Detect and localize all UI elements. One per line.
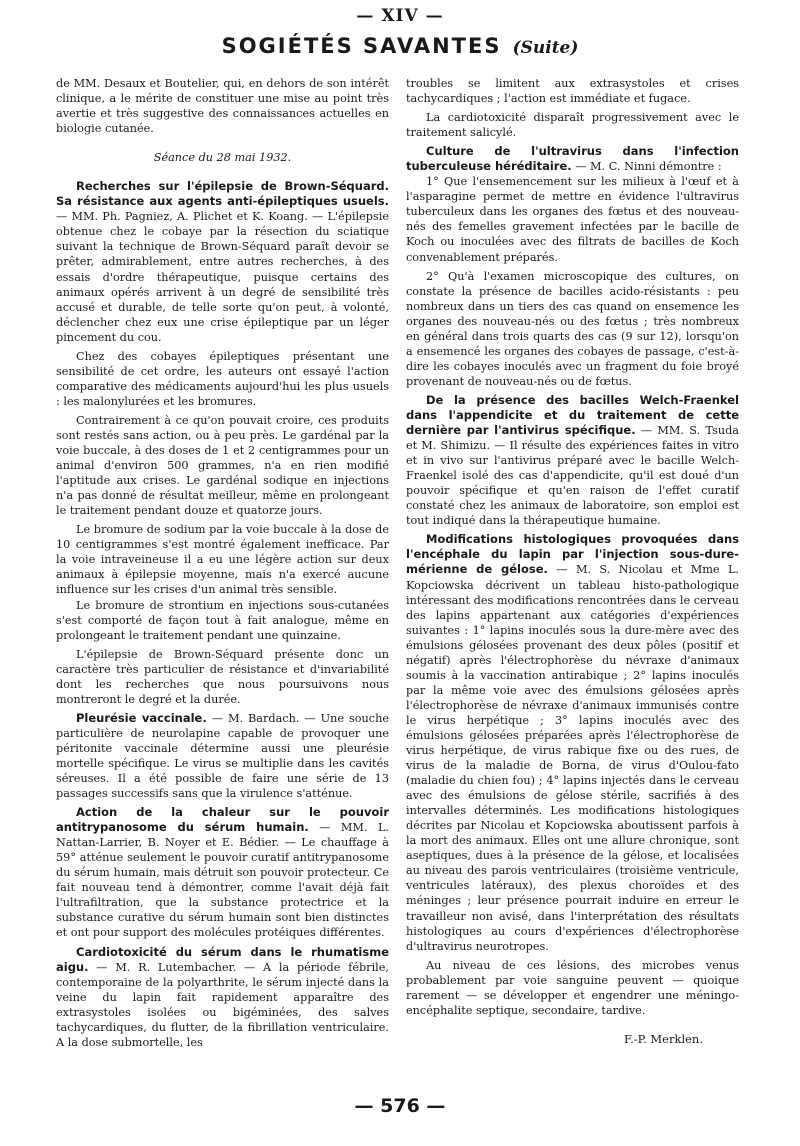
article-text: — M. S. Nicolau et Mme L. Kopciowska décrivent un tableau histo-pathologique intéressant des modifications rencontrées dans le cerveau des lapins appartenant aux catégories d'expériences suivantes : 1° lapins inoculés sous la dure-mère avec des émulsions gélosées provenant des deux pôles (positif et négatif) après l'électrophorèse du névraxe d'animaux soumis à la vaccination antirabique ; 2° lapins inoculés par la même voie avec des émulsions gélosées après l'électrophorèse de névraxe d'animaux immunisés contre le virus herpétique ; 3° lapins inoculés avec des émulsions gélosées préparées après l'électrophorèse de virus herpétique, de virus rabique fixe ou des rues, de virus de la maladie de Borna, de virus d'Oulou-fato (maladie du chien fou) ; 4° lapins injectés dans le cerveau avec des émulsions de gélose stérile, sacrifiés à des intervalles déterminés. Les modifications histologiques décrites par Nicolau et Kopciowska aboutissent parfois à la mort des animaux. Elles ont une allure chronique, sont aseptiques, dues à la présence de la gélose, et localisées au niveau des parois ventriculaires (troisième ventricule, ventricules latéraux), des plexus choroïdes et des méninges ; leur présence pourrait induire en erreur le travailleur non avisé, dans l'interprétation des résultats histologiques au cours d'expériences d'électrophorèse d'ultravirus neurotropes. xyxy=(406,563,739,953)
article xyxy=(406,144,739,174)
article-text: — MM. Ph. Pagniez, A. Plichet et K. Koang. — L'épilepsie obtenue chez le cobaye par la résection du sciatique suivant la technique de Brown-Séquard paraît devoir se prêter, admirablement, entre autres recherches, à des essais d'ordre thérapeutique, puisque certains des animaux opérés arrivent à un degré de sensibilité très accusé et durable, de telle sorte qu'on peut, à volonté, déclencher chez eux une crise épileptique par un léger pincement du cou. xyxy=(56,210,389,344)
article-text: — MM. L. Nattan-Larrier, B. Noyer et E. Bédier. — Le chauffage à 59° atténue seulement le pouvoir curatif antitrypanosome du sérum humain, mais détruit son pouvoir protecteur. Ce fait nouveau tend à démontrer, comme l'avait déjà fait l'ultrafiltration, que la substance protectrice et la substance curative du sérum humain sont bien distinctes et ont pour support des molécules protéiques différentes. xyxy=(56,821,389,940)
right-column xyxy=(406,76,739,1047)
paragraph: L'épilepsie de Brown-Séquard présente donc un caractère très particulier de résistance et d'invariabilité dont les recherches que nous poursuivons nous montreront le degré et la durée. xyxy=(56,647,389,706)
article-heading: Cardiotoxicité du sérum dans le rhumatisme aigu. xyxy=(56,944,389,974)
article xyxy=(56,179,389,345)
page-header xyxy=(0,34,800,58)
article-text: — M. R. Lutembacher. — A la période fébrile, contemporaine de la polyarthrite, le sérum injecté dans la veine du lapin fait rapidement apparaître des extrasystoles isolées ou bigéminées, des salves tachycardiques, du flutter, de la fibrillation ventriculaire. A la dose submortelle, les xyxy=(56,960,389,1049)
section-title-suite: (Suite) xyxy=(512,38,579,58)
paragraph: Au niveau de ces lésions, des microbes venus probablement par voie sanguine peuvent — quoique rarement — se développer et engendrer une méningo-encéphalite septique, secondaire, tardive. xyxy=(406,958,739,1017)
article-heading: Pleurésie vaccinale. xyxy=(76,710,207,725)
page-number: — 576 — xyxy=(354,1095,446,1117)
article-text: — M. C. Ninni démontre : xyxy=(571,160,722,174)
header-roman-page-number: — XIV — xyxy=(356,6,444,26)
article-text: — M. Bardach. — Une souche particulière de neurolapine capable de provoquer une péritonite vaccinale détermine aussi une pleurésie mortelle spécifique. Le virus se multiplie dans les cavités séreuses. Il a été possible de faire une série de 13 passages successifs sans que la virulence s'atténue. xyxy=(56,711,389,801)
article-heading: Culture de l'ultravirus dans l'infection tuberculeuse héréditaire. xyxy=(406,144,739,174)
paragraph: La cardiotoxicité disparaît progressivement avec le traitement salicylé. xyxy=(406,111,739,140)
session-date: Séance du 28 mai 1932. xyxy=(153,151,292,165)
paragraph: Contrairement à ce qu'on pouvait croire, ces produits sont restés sans action, ou à peu près. Le gardénal par la voie buccale, à des doses de 1 et 2 centigrammes pour un animal d'environ 500 grammes, n'a en rien modifié l'aptitude aux crises. Le gardénal sodique en injections n'a pas donné de résultat meilleur, même en prolongeant le traitement pendant douze et quatorze jours. xyxy=(56,413,389,518)
paragraph: troubles se limitent aux extrasystoles et crises tachycardiques ; l'action est immédiate et fugace. xyxy=(406,77,739,106)
article xyxy=(56,711,389,801)
article-heading: Recherches sur l'épilepsie de Brown-Séquard. Sa résistance aux agents anti-épileptiques usuels. xyxy=(56,179,389,209)
paragraph: Chez des cobayes épileptiques présentant une sensibilité de cet ordre, les auteurs ont essayé l'action comparative des médicaments aujourd'hui les plus usuels : les malonylurées et les bromures. xyxy=(56,349,389,408)
article xyxy=(56,805,389,940)
article xyxy=(406,532,739,953)
section-title: SOGIÉTÉS SAVANTES xyxy=(221,34,502,58)
author-signature: F.-P. Merklen. xyxy=(623,1031,703,1046)
paragraph: 1° Que l'ensemencement sur les milieux à l'œuf et à l'asparagine permet de mettre en évidence l'ultravirus tuberculeux dans les organes des fœtus et des nouveau-nés des femelles gravement infectées par le bacille de Koch ou inoculées avec des filtrats de bacilles de Koch convenablement préparés. xyxy=(406,175,739,264)
paragraph: Le bromure de sodium par la voie buccale à la dose de 10 centigrammes s'est montré également inefficace. Par la voie intraveineuse il a eu une légère action sur deux animaux à épilepsie moyenne, mais n'a exercé aucune influence sur les crises d'un animal très sensible. xyxy=(56,523,389,597)
article-heading: De la présence des bacilles Welch-Fraenkel dans l'appendicite et du traitement de cette dernière par l'antivirus spécifique. xyxy=(406,392,739,438)
paragraph: de MM. Desaux et Boutelier, qui, en dehors de son intérêt clinique, a le mérite de constituer une mise au point très avertie et très suggestive des connaissances actuelles en biologie cutanée. xyxy=(56,77,389,136)
paragraph: Le bromure de strontium en injections sous-cutanées s'est comporté de façon tout à fait analogue, même en prolongeant le traitement pendant une quinzaine. xyxy=(56,598,389,642)
article xyxy=(56,945,389,1050)
left-column xyxy=(56,76,389,1050)
article-text: — MM. S. Tsuda et M. Shimizu. — Il résulte des expériences faites in vitro et in vivo sur l'antivirus préparé avec le bacille Welch-Fraenkel isolé des cas d'appendicite, qu'il est doué d'un pouvoir spécifique et qu'en raison de l'effet curatif constaté chez les animaux de laboratoire, son emploi est tout indiqué dans la thérapeutique humaine. xyxy=(406,424,739,528)
article-heading: Modifications histologiques provoquées dans l'encéphale du lapin par l'injection sous-dure-mérienne de gélose. xyxy=(406,532,739,577)
article xyxy=(406,393,739,528)
paragraph: 2° Qu'à l'examen microscopique des cultures, on constate la présence de bacilles acido-résistants : peu nombreux dans un tiers des cas quand on ensemence les organes des nouveau-nés ou des fœtus ; très nombreux en général dans trois quarts des cas (9 sur 12), lorsqu'on a ensemencé les organes des cobayes de passage, c'est-à-dire les cobayes inoculés avec un fragment du foie broyé provenant de nouveau-nés ou de fœtus. xyxy=(406,269,739,388)
article-heading: Action de la chaleur sur le pouvoir antitrypanosome du sérum humain. xyxy=(56,805,389,835)
